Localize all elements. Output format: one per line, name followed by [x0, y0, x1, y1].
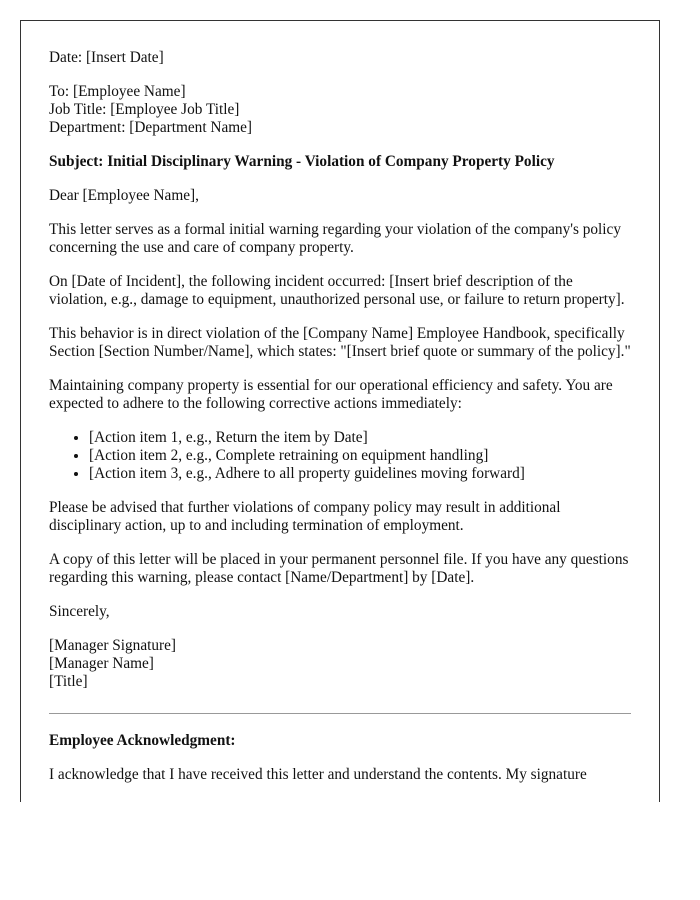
signature-block	[49, 637, 631, 691]
department-line: Department: [Department Name]	[49, 119, 253, 136]
list-item: • [Action item 3, e.g., Adhere to all property guidelines moving forward]	[89, 465, 631, 483]
paragraph-policy: This behavior is in direct violation of the [Company Name] Employee Handbook, specifically Section [Section Number/Name], which states: "[Insert brief quote or summary of the policy]."	[49, 325, 631, 360]
manager-name: [Manager Name]	[49, 655, 154, 672]
action-list	[49, 429, 631, 483]
divider	[49, 713, 631, 714]
to-line: To: [Employee Name]	[49, 83, 186, 100]
letter-page	[20, 20, 660, 802]
salutation: Dear [Employee Name],	[49, 187, 199, 204]
signoff: Sincerely,	[49, 603, 110, 620]
list-item: • [Action item 2, e.g., Complete retraining on equipment handling]	[89, 447, 631, 465]
manager-signature: [Manager Signature]	[49, 637, 176, 654]
acknowledgment-heading: Employee Acknowledgment:	[49, 732, 236, 749]
paragraph-expectations: Maintaining company property is essential for our operational efficiency and safety. You are expected to adhere to the following corrective actions immediately:	[49, 377, 613, 412]
paragraph-incident: On [Date of Incident], the following incident occurred: [Insert brief description of the violation, e.g., damage to equipment, unauthorized personal use, or failure to return property].	[49, 273, 625, 308]
paragraph-intro: This letter serves as a formal initial warning regarding your violation of the company's policy concerning the use and care of company property.	[49, 221, 621, 256]
date-line: Date: [Insert Date]	[49, 49, 164, 66]
acknowledgment-text: I acknowledge that I have received this letter and understand the contents. My signature	[49, 766, 587, 783]
manager-title: [Title]	[49, 673, 88, 690]
paragraph-file: A copy of this letter will be placed in your permanent personnel file. If you have any questions regarding this warning, please contact [Name/Department] by [Date].	[49, 551, 629, 586]
recipient-block	[49, 83, 631, 137]
list-item: • [Action item 1, e.g., Return the item by Date]	[89, 429, 631, 447]
job-title-line: Job Title: [Employee Job Title]	[49, 101, 240, 118]
paragraph-consequences: Please be advised that further violations of company policy may result in additional disciplinary action, up to and including termination of employment.	[49, 499, 561, 534]
subject-line: Subject: Initial Disciplinary Warning - Violation of Company Property Policy	[49, 153, 555, 170]
